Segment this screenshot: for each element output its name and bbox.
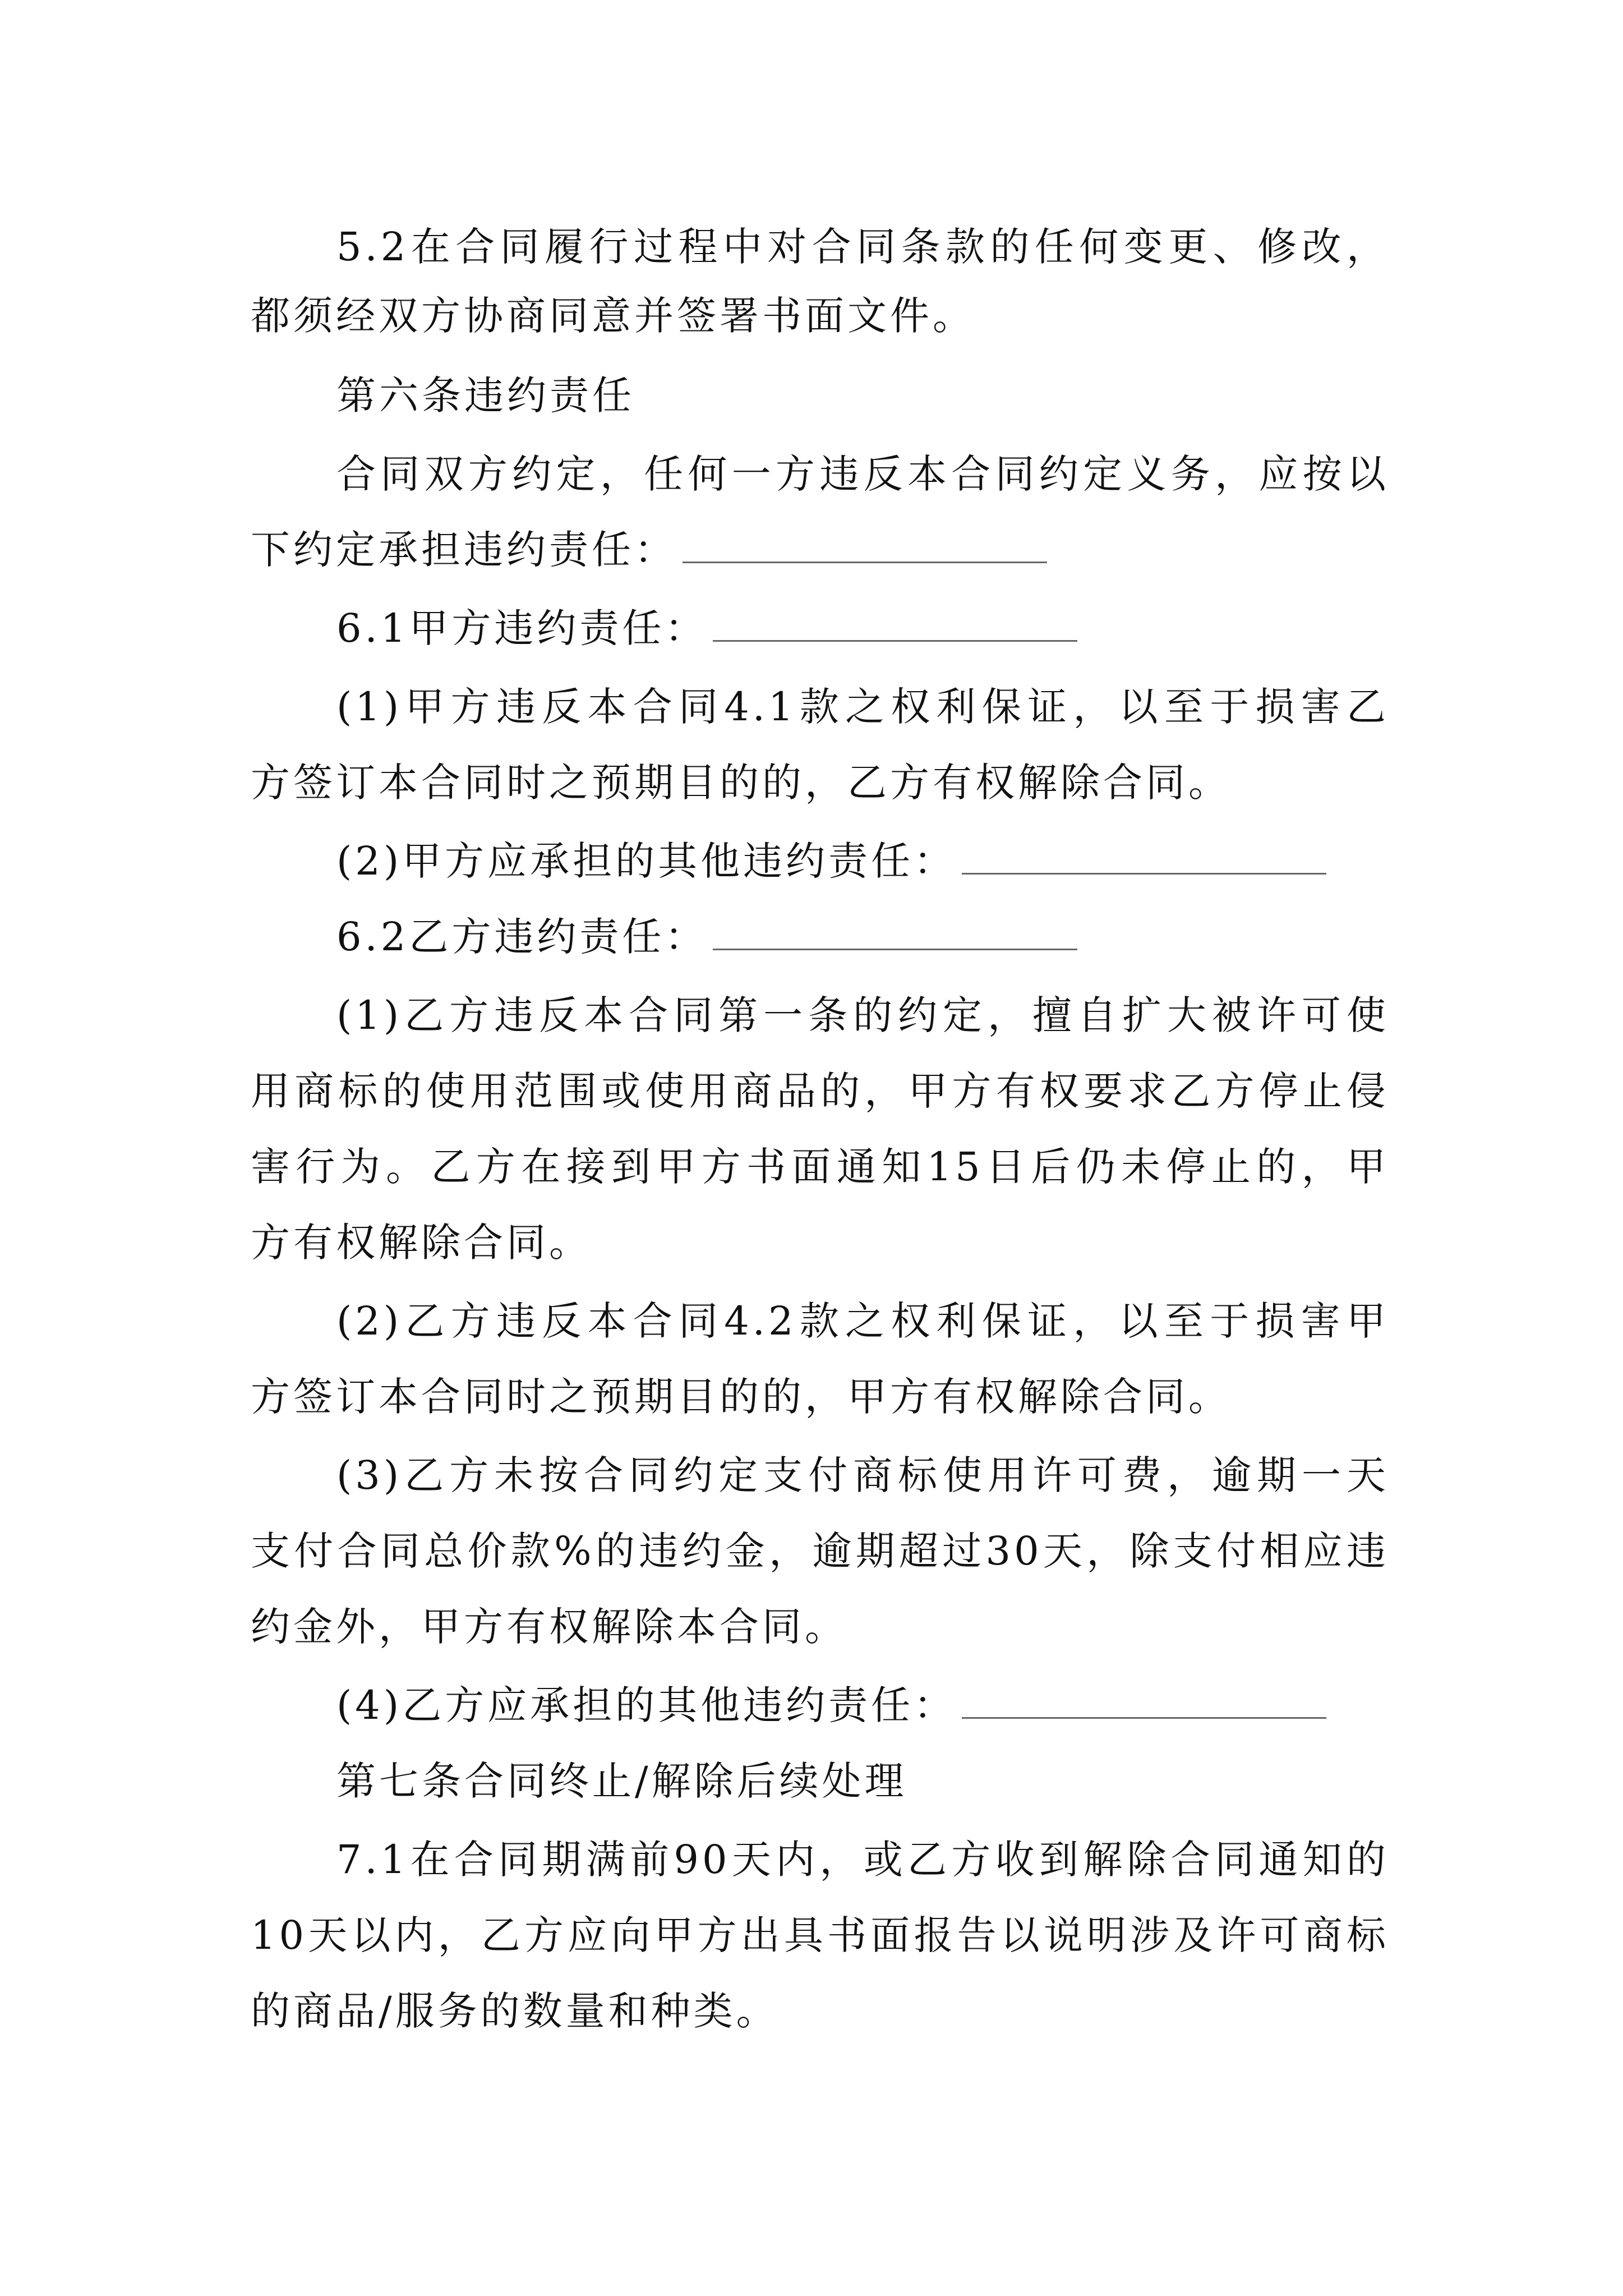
text-line: 7.1在合同期满前90天内，或乙方收到解除合同通知的 bbox=[336, 1837, 1389, 1883]
text-line: 约金外，甲方有权解除本合同。 bbox=[251, 1604, 847, 1650]
text-line: (2)甲方应承担的其他违约责任： bbox=[336, 833, 1389, 889]
text-line: 方签订本合同时之预期目的的，甲方有权解除合同。 bbox=[251, 1374, 1231, 1420]
text-line: 方签订本合同时之预期目的的，乙方有权解除合同。 bbox=[251, 760, 1231, 806]
text-line: (1)乙方违反本合同第一条的约定，擅自扩大被许可使 bbox=[336, 992, 1389, 1038]
fill-in-blank bbox=[962, 1682, 1326, 1719]
text-line: 6.1甲方违约责任： bbox=[336, 600, 1389, 656]
text-line: (1)甲方违反本合同4.1款之权利保证，以至于损害乙 bbox=[336, 684, 1389, 730]
text-line: 害行为。乙方在接到甲方书面通知15日后仍未停止的，甲 bbox=[251, 1144, 1389, 1190]
text-line: 10天以内，乙方应向甲方出具书面报告以说明涉及许可商标 bbox=[251, 1912, 1389, 1958]
fill-in-blank bbox=[713, 914, 1077, 950]
section-heading: 第六条违约责任 bbox=[336, 372, 635, 418]
text-line: 都须经双方协商同意并签署书面文件。 bbox=[251, 293, 975, 339]
text-line: 方有权解除合同。 bbox=[251, 1220, 592, 1266]
text-line: 6.2乙方违约责任： bbox=[336, 909, 1389, 965]
text-line: 的商品/服务的数量和种类。 bbox=[251, 1988, 779, 2034]
text-line: 5.2在合同履行过程中对合同条款的任何变更、修改， bbox=[336, 224, 1389, 270]
fill-in-blank bbox=[713, 605, 1077, 642]
text-line: 下约定承担违约责任： bbox=[251, 522, 1389, 578]
text-line: 合同双方约定，任何一方违反本合同约定义务，应按以 bbox=[336, 451, 1389, 497]
text-line: (4)乙方应承担的其他违约责任： bbox=[336, 1677, 1389, 1733]
text-line: 支付合同总价款%的违约金，逾期超过30天，除支付相应违 bbox=[251, 1528, 1389, 1574]
text-line: (3)乙方未按合同约定支付商标使用许可费，逾期一天 bbox=[336, 1452, 1389, 1498]
fill-in-blank bbox=[683, 527, 1047, 563]
fill-in-blank bbox=[962, 838, 1326, 875]
section-heading: 第七条合同终止/解除后续处理 bbox=[336, 1758, 907, 1804]
text-line: 用商标的使用范围或使用商品的，甲方有权要求乙方停止侵 bbox=[251, 1068, 1389, 1114]
text-line: (2)乙方违反本合同4.2款之权利保证，以至于损害甲 bbox=[336, 1298, 1389, 1344]
